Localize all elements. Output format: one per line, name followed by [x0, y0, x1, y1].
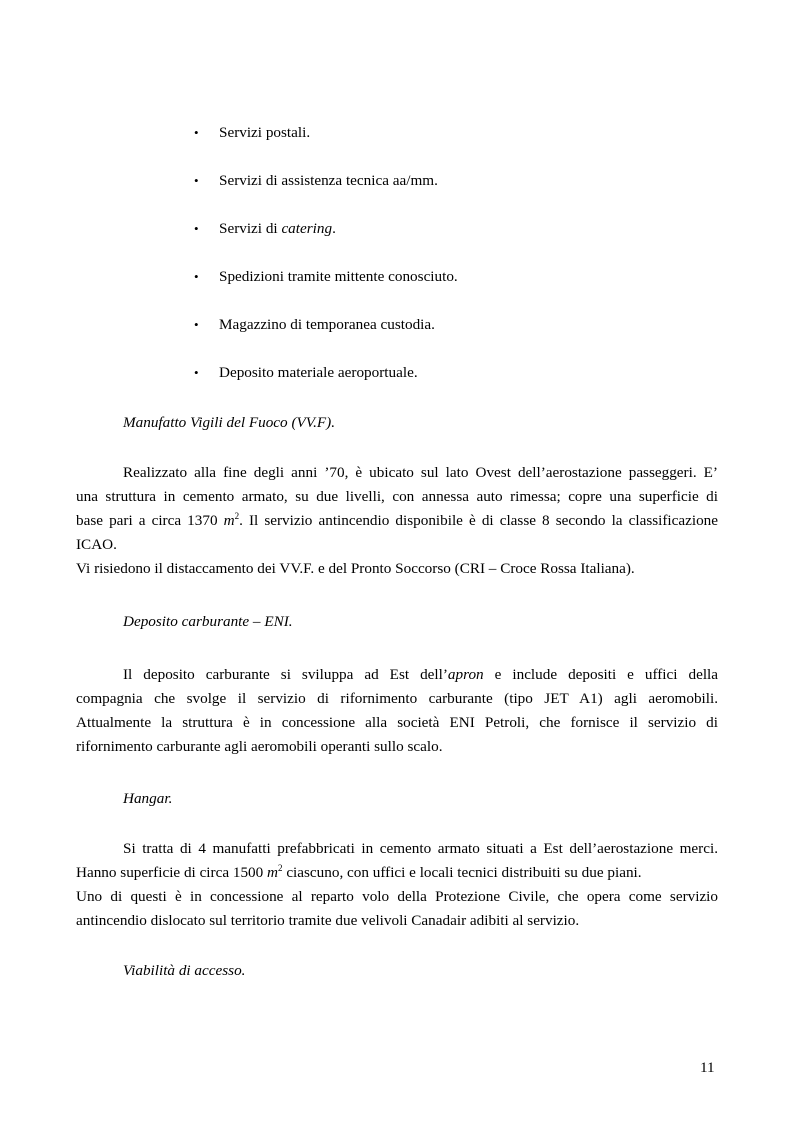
bullet-text: Deposito materiale aeroportuale.	[219, 364, 418, 381]
list-item	[190, 121, 458, 145]
paragraph-line	[76, 663, 718, 687]
unit-exponent: 2	[278, 863, 283, 873]
bullet-icon: •	[194, 365, 199, 380]
bullet-italic-text: catering	[281, 220, 333, 237]
paragraph-hangar	[76, 837, 718, 933]
bullet-text: Spedizioni tramite mittente conosciuto.	[219, 268, 458, 285]
paragraph-line: ICAO.	[76, 536, 117, 553]
eni-text-tail: e include depositi e uffici della	[483, 666, 718, 683]
bullet-icon: •	[194, 125, 199, 140]
bullet-text: Servizi di assistenza tecnica aa/mm.	[219, 172, 438, 189]
paragraph-line: una struttura in cemento armato, su due livelli, con annessa auto rimessa; copre una superficie di	[76, 488, 718, 505]
apron-text: apron	[447, 666, 484, 683]
unit-text: m	[223, 512, 235, 529]
paragraph-vvf	[76, 461, 718, 581]
section-heading-vvf: Manufatto Vigili del Fuoco (VV.F).	[123, 414, 336, 431]
area-text-tail: . Il servizio antincendio disponibile è di classe 8 secondo la classificazione	[239, 512, 718, 529]
area-text: Hanno superficie di circa 1500	[76, 864, 268, 881]
list-item	[190, 217, 458, 241]
section-heading-eni: Deposito carburante – ENI.	[123, 613, 293, 630]
list-item	[190, 361, 458, 385]
bullet-icon: •	[194, 173, 199, 188]
paragraph-line: Attualmente la struttura è in concessione alla società ENI Petroli, che fornisce il servizio di	[76, 714, 718, 731]
area-text: base pari a circa 1370	[76, 512, 224, 529]
paragraph-line: antincendio dislocato sul territorio tramite due velivoli Canadair adibiti al servizio.	[76, 912, 580, 929]
page-number: 11	[700, 1059, 715, 1076]
bullet-text: Servizi di	[219, 220, 282, 237]
bullet-text-tail: .	[332, 220, 336, 237]
section-heading-access: Viabilità di accesso.	[123, 962, 246, 979]
paragraph-line: compagnia che svolge il servizio di rifornimento carburante (tipo JET A1) agli aeromobili.	[76, 690, 718, 707]
unit-exponent: 2	[234, 511, 240, 521]
paragraph-line: Uno di questi è in concessione al reparto volo della Protezione Civile, che opera come servizio	[76, 888, 718, 905]
services-bullet-list	[190, 121, 458, 409]
paragraph-line: rifornimento carburante agli aeromobili operanti sullo scalo.	[76, 738, 443, 755]
area-text-tail: ciascuno, con uffici e locali tecnici distribuiti su due piani.	[282, 864, 642, 881]
paragraph-eni	[76, 663, 718, 759]
list-item	[190, 313, 458, 337]
bullet-text: Servizi postali.	[219, 124, 311, 141]
list-item	[190, 265, 458, 289]
paragraph-line: Realizzato alla fine degli anni ’70, è ubicato sul lato Ovest dell’aerostazione passeggeri. E’	[123, 464, 718, 481]
bullet-icon: •	[194, 317, 199, 332]
paragraph-line: Si tratta di 4 manufatti prefabbricati in cemento armato situati a Est dell’aerostazione merci.	[123, 840, 718, 857]
paragraph-line-area	[76, 509, 718, 533]
paragraph-line-area	[76, 861, 718, 885]
bullet-icon: •	[194, 269, 199, 284]
list-item	[190, 169, 458, 193]
paragraph-line: Vi risiedono il distaccamento dei VV.F. e del Pronto Soccorso (CRI – Croce Rossa Italiana).	[76, 560, 635, 577]
section-heading-hangar: Hangar.	[123, 790, 173, 807]
bullet-text: Magazzino di temporanea custodia.	[219, 316, 435, 333]
bullet-icon: •	[194, 221, 199, 236]
unit-text: m	[267, 864, 279, 881]
eni-text: Il deposito carburante si sviluppa ad Est dell’	[123, 666, 448, 683]
